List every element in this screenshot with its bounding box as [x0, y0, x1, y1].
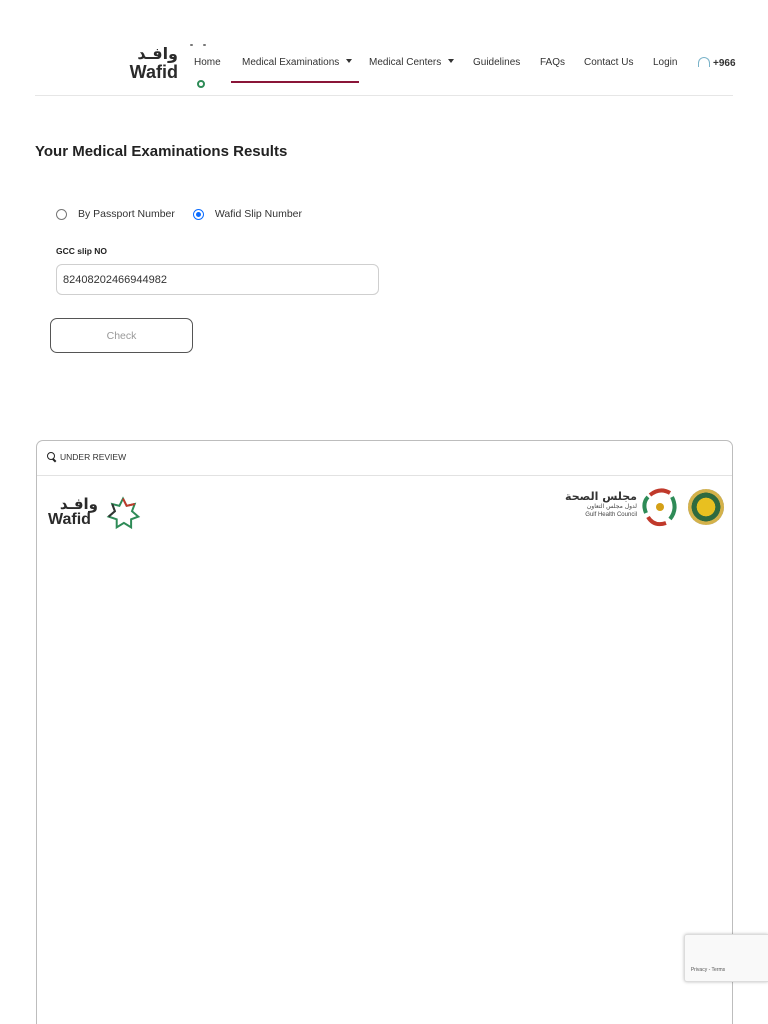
search-type-options: [56, 206, 320, 222]
logo-ornament: [190, 44, 210, 50]
headset-icon: [698, 57, 710, 67]
logo-english-text: Wafid: [129, 62, 178, 82]
slip-field-label: GCC slip NO: [56, 246, 108, 256]
nav-contact-us-label: Contact Us: [584, 57, 634, 68]
council-english-name: Gulf Health Council: [585, 512, 637, 518]
nav-guidelines-label: Guidelines: [473, 57, 521, 68]
result-card-header: [37, 441, 732, 476]
council-arabic-name: مجلس الصحة: [565, 490, 637, 503]
council-arabic-subtitle: لدول مجلس التعاون: [586, 503, 637, 510]
nav-faqs-label: FAQs: [540, 57, 566, 68]
nav-login-label: Login: [653, 57, 678, 68]
nav-faqs[interactable]: [540, 57, 565, 68]
site-header: [0, 0, 768, 96]
active-nav-indicator: [231, 81, 359, 83]
nav-guidelines[interactable]: [473, 57, 520, 68]
nav-medical-examinations-label: Medical Examinations: [242, 57, 340, 68]
recaptcha-badge[interactable]: [684, 934, 768, 982]
card-logo-english-text: Wafid: [48, 511, 91, 528]
nav-login[interactable]: [653, 57, 677, 68]
check-button[interactable]: Check: [50, 318, 193, 353]
chevron-down-icon: [448, 59, 454, 63]
phone-number: +966: [713, 58, 736, 69]
support-phone[interactable]: [698, 57, 768, 73]
nav-medical-examinations[interactable]: [242, 57, 352, 68]
passport-number-radio[interactable]: [56, 209, 67, 220]
header-divider: [35, 95, 733, 96]
slip-number-radio[interactable]: [193, 209, 204, 220]
nav-contact-us[interactable]: [584, 57, 633, 68]
nav-home-label: Home: [194, 57, 221, 68]
status-badge: [47, 452, 126, 462]
search-icon: [47, 452, 56, 462]
card-wafid-logo: [48, 495, 143, 535]
nav-medical-centers-label: Medical Centers: [369, 57, 442, 68]
wafid-logo[interactable]: [128, 46, 178, 82]
logo-mark-icon: [197, 80, 205, 88]
passport-number-label[interactable]: By Passport Number: [78, 208, 175, 220]
wafid-star-icon: [104, 495, 142, 531]
nav-home[interactable]: [194, 57, 221, 68]
slip-number-label[interactable]: Wafid Slip Number: [214, 208, 303, 220]
card-logo-arabic-text: وافـد: [59, 495, 98, 513]
gcc-emblem-icon: [688, 489, 724, 525]
result-card: [36, 440, 733, 1024]
gulf-health-council-logo: [565, 487, 730, 533]
council-text: [565, 490, 637, 520]
nav-medical-centers[interactable]: [369, 57, 454, 68]
chevron-down-icon: [346, 59, 352, 63]
status-label: UNDER REVIEW: [60, 452, 127, 462]
recaptcha-links[interactable]: Privacy - Terms: [690, 967, 726, 973]
slip-number-input[interactable]: [56, 264, 379, 295]
page-title: Your Medical Examinations Results: [35, 143, 288, 160]
logo-arabic-text: وافـد: [137, 44, 178, 63]
council-mark-icon: [642, 487, 678, 527]
